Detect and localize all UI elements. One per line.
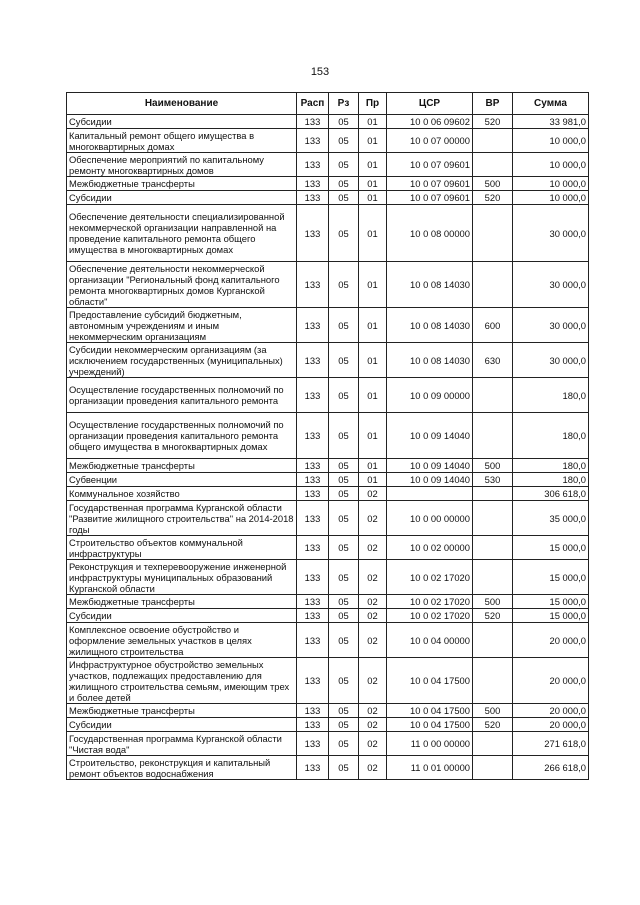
cell-sum: 10 000,0: [513, 153, 589, 177]
cell-pr: 01: [359, 115, 387, 129]
cell-name: Обеспечение деятельности некоммерческой организации "Региональный фонд капитального ремонта многоквартирных домов Курганской области": [67, 262, 297, 308]
cell-vr: [473, 413, 513, 459]
cell-pr: 02: [359, 595, 387, 609]
cell-csr: 10 0 00 00000: [387, 501, 473, 536]
cell-rasp: 133: [297, 459, 329, 473]
cell-rasp: 133: [297, 378, 329, 413]
cell-sum: 10 000,0: [513, 191, 589, 205]
table-row: [67, 378, 589, 413]
cell-csr: [387, 487, 473, 501]
table-row: [67, 205, 589, 262]
cell-sum: 33 981,0: [513, 115, 589, 129]
header-rz: Рз: [329, 93, 359, 115]
cell-rasp: 133: [297, 413, 329, 459]
cell-rz: 05: [329, 205, 359, 262]
table-row: [67, 459, 589, 473]
header-pr: Пр: [359, 93, 387, 115]
cell-pr: 01: [359, 459, 387, 473]
table-row: [67, 536, 589, 560]
cell-csr: 10 0 04 17500: [387, 704, 473, 718]
cell-csr: 10 0 08 14030: [387, 262, 473, 308]
cell-rasp: 133: [297, 343, 329, 378]
cell-rz: 05: [329, 473, 359, 487]
cell-vr: 600: [473, 308, 513, 343]
cell-rz: 05: [329, 732, 359, 756]
cell-vr: [473, 487, 513, 501]
cell-rasp: 133: [297, 308, 329, 343]
header-vr: ВР: [473, 93, 513, 115]
cell-rasp: 133: [297, 756, 329, 780]
cell-vr: 500: [473, 595, 513, 609]
cell-name: Субсидии: [67, 609, 297, 623]
cell-rz: 05: [329, 153, 359, 177]
cell-pr: 02: [359, 560, 387, 595]
table-row: [67, 718, 589, 732]
cell-csr: 10 0 02 00000: [387, 536, 473, 560]
cell-rasp: 133: [297, 129, 329, 153]
cell-name: Государственная программа Курганской области "Развитие жилищного строительства" на 2014-2018 годы: [67, 501, 297, 536]
cell-vr: [473, 623, 513, 658]
cell-pr: 01: [359, 343, 387, 378]
cell-rz: 05: [329, 536, 359, 560]
cell-vr: 630: [473, 343, 513, 378]
cell-pr: 01: [359, 191, 387, 205]
cell-name: Субсидии: [67, 115, 297, 129]
cell-sum: 15 000,0: [513, 560, 589, 595]
cell-name: Обеспечение мероприятий по капитальному ремонту многоквартирных домов: [67, 153, 297, 177]
cell-name: Комплексное освоение обустройство и оформление земельных участков в целях жилищного строительства: [67, 623, 297, 658]
cell-name: Капитальный ремонт общего имущества в многоквартирных домах: [67, 129, 297, 153]
cell-rz: 05: [329, 501, 359, 536]
cell-name: Субсидии некоммерческим организациям (за исключением государственных (муниципальных) учреждений): [67, 343, 297, 378]
cell-vr: 520: [473, 718, 513, 732]
cell-rz: 05: [329, 658, 359, 704]
header-rasp: Расп: [297, 93, 329, 115]
cell-rz: 05: [329, 129, 359, 153]
table-row: [67, 413, 589, 459]
cell-name: Субсидии: [67, 191, 297, 205]
cell-name: Обеспечение деятельности специализированной некоммерческой организации направленной на проведение капитального ремонта общего имущества в многоквартирных домах: [67, 205, 297, 262]
cell-rz: 05: [329, 191, 359, 205]
cell-sum: 30 000,0: [513, 308, 589, 343]
cell-rasp: 133: [297, 560, 329, 595]
cell-csr: 10 0 09 14040: [387, 459, 473, 473]
cell-pr: 01: [359, 205, 387, 262]
cell-pr: 02: [359, 501, 387, 536]
cell-rz: 05: [329, 343, 359, 378]
table-body: [67, 115, 589, 780]
cell-csr: 10 0 08 00000: [387, 205, 473, 262]
cell-vr: 500: [473, 177, 513, 191]
cell-pr: 02: [359, 756, 387, 780]
cell-name: Инфраструктурное обустройство земельных участков, подлежащих предоставлению для жилищного строительства семьям, имеющим трех и более детей: [67, 658, 297, 704]
table-row: [67, 115, 589, 129]
cell-pr: 02: [359, 623, 387, 658]
cell-csr: 11 0 00 00000: [387, 732, 473, 756]
cell-rz: 05: [329, 308, 359, 343]
cell-rasp: 133: [297, 623, 329, 658]
header-csr: ЦСР: [387, 93, 473, 115]
cell-pr: 02: [359, 732, 387, 756]
cell-csr: 10 0 02 17020: [387, 560, 473, 595]
page-number: 153: [310, 66, 330, 78]
cell-name: Межбюджетные трансферты: [67, 459, 297, 473]
header-name: Наименование: [67, 93, 297, 115]
cell-name: Строительство объектов коммунальной инфраструктуры: [67, 536, 297, 560]
cell-sum: 30 000,0: [513, 343, 589, 378]
cell-name: Осуществление государственных полномочий по организации проведения капитального ремонта: [67, 378, 297, 413]
table-row: [67, 177, 589, 191]
cell-csr: 10 0 07 00000: [387, 129, 473, 153]
cell-rz: 05: [329, 609, 359, 623]
table-row: [67, 609, 589, 623]
cell-rasp: 133: [297, 536, 329, 560]
cell-rz: 05: [329, 560, 359, 595]
cell-csr: 10 0 07 09601: [387, 153, 473, 177]
cell-vr: [473, 658, 513, 704]
cell-vr: 500: [473, 704, 513, 718]
cell-sum: 266 618,0: [513, 756, 589, 780]
cell-csr: 10 0 02 17020: [387, 595, 473, 609]
cell-rasp: 133: [297, 718, 329, 732]
table-row: [67, 153, 589, 177]
cell-rasp: 133: [297, 595, 329, 609]
cell-sum: 15 000,0: [513, 595, 589, 609]
cell-sum: 180,0: [513, 473, 589, 487]
cell-vr: [473, 732, 513, 756]
table-row: [67, 560, 589, 595]
cell-pr: 01: [359, 262, 387, 308]
table-row: [67, 704, 589, 718]
cell-rasp: 133: [297, 205, 329, 262]
cell-vr: [473, 501, 513, 536]
cell-csr: 10 0 07 09601: [387, 191, 473, 205]
cell-sum: 20 000,0: [513, 704, 589, 718]
table-row: [67, 262, 589, 308]
cell-vr: [473, 756, 513, 780]
cell-csr: 10 0 04 17500: [387, 718, 473, 732]
cell-csr: 10 0 09 00000: [387, 378, 473, 413]
cell-rasp: 133: [297, 115, 329, 129]
cell-pr: 02: [359, 536, 387, 560]
cell-name: Межбюджетные трансферты: [67, 177, 297, 191]
cell-sum: 180,0: [513, 413, 589, 459]
cell-vr: [473, 262, 513, 308]
table-row: [67, 501, 589, 536]
cell-pr: 01: [359, 473, 387, 487]
cell-name: Межбюджетные трансферты: [67, 704, 297, 718]
cell-pr: 02: [359, 704, 387, 718]
cell-rz: 05: [329, 378, 359, 413]
cell-pr: 01: [359, 308, 387, 343]
table-row: [67, 658, 589, 704]
cell-rasp: 133: [297, 658, 329, 704]
cell-pr: 02: [359, 718, 387, 732]
cell-csr: 10 0 04 00000: [387, 623, 473, 658]
table-row: [67, 308, 589, 343]
cell-csr: 10 0 06 09602: [387, 115, 473, 129]
cell-rasp: 133: [297, 609, 329, 623]
table-row: [67, 595, 589, 609]
cell-rasp: 133: [297, 153, 329, 177]
cell-csr: 10 0 04 17500: [387, 658, 473, 704]
cell-pr: 01: [359, 129, 387, 153]
cell-sum: 180,0: [513, 378, 589, 413]
cell-rasp: 133: [297, 704, 329, 718]
cell-rz: 05: [329, 623, 359, 658]
cell-rz: 05: [329, 595, 359, 609]
table-row: [67, 191, 589, 205]
cell-rz: 05: [329, 177, 359, 191]
cell-csr: 10 0 02 17020: [387, 609, 473, 623]
cell-rz: 05: [329, 487, 359, 501]
cell-sum: 15 000,0: [513, 609, 589, 623]
table-row: [67, 129, 589, 153]
table-row: [67, 487, 589, 501]
cell-name: Строительство, реконструкция и капитальный ремонт объектов водоснабжения: [67, 756, 297, 780]
cell-rasp: 133: [297, 177, 329, 191]
cell-csr: 10 0 07 09601: [387, 177, 473, 191]
cell-sum: 306 618,0: [513, 487, 589, 501]
cell-rz: 05: [329, 459, 359, 473]
cell-vr: [473, 560, 513, 595]
cell-rz: 05: [329, 262, 359, 308]
cell-rasp: 133: [297, 732, 329, 756]
table-row: [67, 623, 589, 658]
cell-pr: 02: [359, 609, 387, 623]
cell-vr: 520: [473, 115, 513, 129]
budget-table: [66, 92, 589, 780]
cell-rz: 05: [329, 413, 359, 459]
cell-csr: 10 0 09 14040: [387, 413, 473, 459]
cell-sum: 180,0: [513, 459, 589, 473]
cell-csr: 10 0 08 14030: [387, 308, 473, 343]
cell-sum: 271 618,0: [513, 732, 589, 756]
cell-vr: [473, 205, 513, 262]
table-row: [67, 473, 589, 487]
cell-rasp: 133: [297, 501, 329, 536]
cell-rasp: 133: [297, 191, 329, 205]
cell-name: Субвенции: [67, 473, 297, 487]
cell-sum: 15 000,0: [513, 536, 589, 560]
cell-vr: [473, 129, 513, 153]
cell-vr: [473, 536, 513, 560]
table-row: [67, 343, 589, 378]
table-row: [67, 732, 589, 756]
cell-pr: 01: [359, 413, 387, 459]
cell-pr: 01: [359, 153, 387, 177]
cell-vr: 500: [473, 459, 513, 473]
cell-vr: 520: [473, 191, 513, 205]
cell-vr: [473, 153, 513, 177]
cell-rz: 05: [329, 756, 359, 780]
cell-vr: [473, 378, 513, 413]
cell-pr: 01: [359, 177, 387, 191]
cell-name: Реконструкция и техперевооружение инженерной инфраструктуры муниципальных образований Курганской области: [67, 560, 297, 595]
cell-rasp: 133: [297, 487, 329, 501]
cell-rz: 05: [329, 115, 359, 129]
cell-sum: 30 000,0: [513, 205, 589, 262]
cell-csr: 10 0 08 14030: [387, 343, 473, 378]
cell-sum: 35 000,0: [513, 501, 589, 536]
cell-rz: 05: [329, 704, 359, 718]
cell-sum: 20 000,0: [513, 623, 589, 658]
cell-sum: 10 000,0: [513, 129, 589, 153]
cell-vr: 520: [473, 609, 513, 623]
cell-name: Осуществление государственных полномочий по организации проведения капитального ремонта общего имущества в многоквартирных домах: [67, 413, 297, 459]
cell-vr: 530: [473, 473, 513, 487]
cell-csr: 10 0 09 14040: [387, 473, 473, 487]
table-row: [67, 756, 589, 780]
cell-name: Государственная программа Курганской области "Чистая вода": [67, 732, 297, 756]
cell-name: Субсидии: [67, 718, 297, 732]
cell-csr: 11 0 01 00000: [387, 756, 473, 780]
cell-name: Предоставление субсидий бюджетным, автономным учреждениям и иным некоммерческим организациям: [67, 308, 297, 343]
cell-name: Межбюджетные трансферты: [67, 595, 297, 609]
cell-rasp: 133: [297, 473, 329, 487]
header-sum: Сумма: [513, 93, 589, 115]
cell-sum: 10 000,0: [513, 177, 589, 191]
cell-rz: 05: [329, 718, 359, 732]
cell-pr: 02: [359, 658, 387, 704]
cell-rasp: 133: [297, 262, 329, 308]
cell-sum: 20 000,0: [513, 718, 589, 732]
cell-sum: 30 000,0: [513, 262, 589, 308]
cell-pr: 02: [359, 487, 387, 501]
cell-sum: 20 000,0: [513, 658, 589, 704]
cell-name: Коммунальное хозяйство: [67, 487, 297, 501]
table-header-row: [67, 93, 589, 115]
cell-pr: 01: [359, 378, 387, 413]
